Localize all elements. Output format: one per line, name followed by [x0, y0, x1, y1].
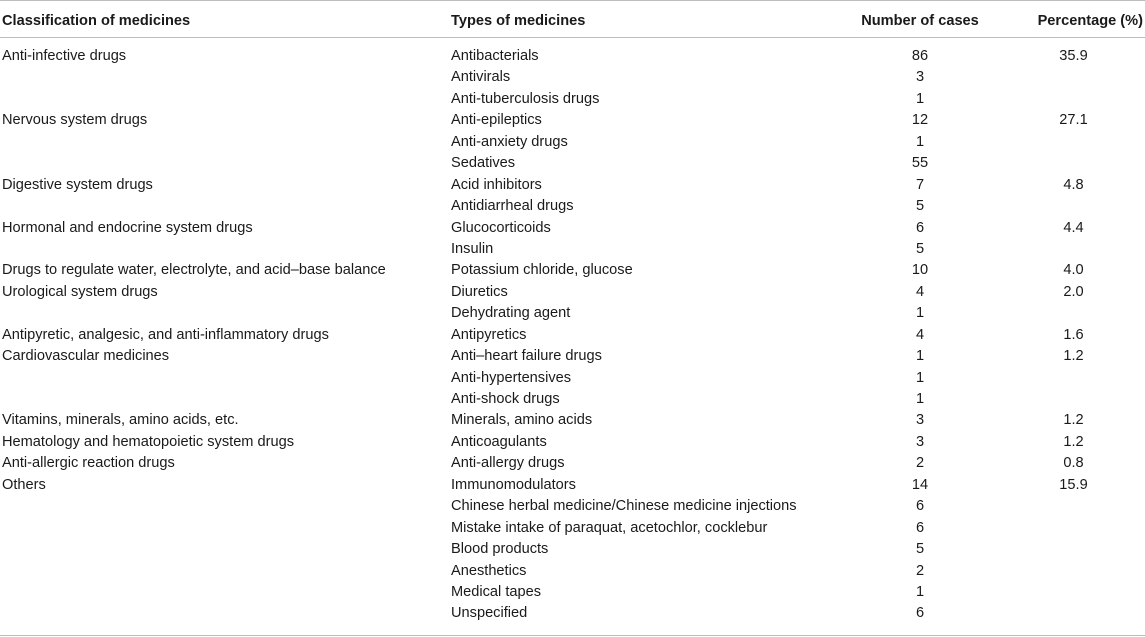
table-header-row [0, 0, 1145, 38]
cell-classification: Drugs to regulate water, electrolyte, and acid–base balance [2, 262, 386, 279]
cell-type: Potassium chloride, glucose [451, 262, 633, 279]
cell-type: Acid inhibitors [451, 176, 542, 193]
cell-percentage: 2.0 [1063, 283, 1084, 300]
cell-type: Blood products [451, 541, 549, 558]
cell-cases: 1 [915, 369, 925, 386]
table-row [0, 539, 1145, 560]
header-cases: Number of cases [861, 13, 979, 29]
cell-type: Antipyretics [451, 326, 527, 343]
table-row [0, 325, 1145, 346]
cell-cases: 4 [915, 326, 925, 343]
cell-type: Antidiarrheal drugs [451, 198, 574, 215]
table-row [0, 175, 1145, 196]
cell-type: Chinese herbal medicine/Chinese medicine injections [451, 498, 797, 515]
cell-cases: 1 [915, 90, 925, 107]
cell-type: Diuretics [451, 283, 508, 300]
cell-cases: 3 [915, 69, 925, 86]
table-row [0, 239, 1145, 260]
cell-percentage: 0.8 [1063, 455, 1084, 472]
cell-cases: 1 [915, 348, 925, 365]
cell-cases: 2 [915, 562, 925, 579]
table-row [0, 132, 1145, 153]
table-row [0, 67, 1145, 88]
cell-percentage: 1.2 [1063, 348, 1084, 365]
cell-classification: Anti-allergic reaction drugs [2, 455, 175, 472]
cell-classification: Nervous system drugs [2, 112, 148, 129]
cell-cases: 6 [915, 605, 925, 622]
cell-type: Insulin [451, 240, 494, 257]
cell-percentage: 1.2 [1063, 433, 1084, 450]
cell-classification: Antipyretic, analgesic, and anti-inflammatory drugs [2, 326, 329, 343]
cell-type: Anti-hypertensives [451, 369, 572, 386]
table-row [0, 110, 1145, 131]
cell-type: Minerals, amino acids [451, 412, 593, 429]
table-body [0, 46, 1145, 625]
cell-type: Anti-anxiety drugs [451, 133, 568, 150]
table-row [0, 432, 1145, 453]
cell-cases: 6 [915, 219, 925, 236]
cell-cases: 6 [915, 519, 925, 536]
cell-type: Anti-tuberculosis drugs [451, 90, 600, 107]
cell-type: Anti–heart failure drugs [451, 348, 602, 365]
cell-type: Sedatives [451, 155, 516, 172]
cell-classification: Vitamins, minerals, amino acids, etc. [2, 412, 239, 429]
cell-cases: 86 [911, 48, 929, 64]
cell-type: Antivirals [451, 69, 511, 86]
table-row [0, 496, 1145, 517]
cell-type: Mistake intake of paraquat, acetochlor, cocklebur [451, 519, 768, 536]
cell-cases: 7 [915, 176, 925, 193]
cell-classification: Urological system drugs [2, 283, 158, 300]
cell-cases: 5 [915, 240, 925, 257]
cell-cases: 1 [915, 133, 925, 150]
table-row [0, 561, 1145, 582]
cell-type: Anti-shock drugs [451, 391, 560, 407]
cell-cases: 10 [911, 262, 929, 279]
table-row [0, 368, 1145, 389]
table-row [0, 389, 1145, 410]
cell-type: Dehydrating agent [451, 305, 571, 322]
cell-classification: Hematology and hematopoietic system drugs [2, 433, 295, 450]
cell-percentage: 4.4 [1063, 219, 1084, 236]
cell-type: Anti-epileptics [451, 112, 542, 129]
cell-percentage: 4.8 [1063, 176, 1084, 193]
table-row [0, 518, 1145, 539]
table-row [0, 453, 1145, 474]
cell-classification: Digestive system drugs [2, 176, 153, 193]
cell-cases: 5 [915, 541, 925, 558]
table-row [0, 89, 1145, 110]
table-row [0, 303, 1145, 324]
table-row [0, 196, 1145, 217]
cell-classification: Hormonal and endocrine system drugs [2, 219, 253, 236]
cell-type: Antibacterials [451, 48, 539, 64]
table-row [0, 218, 1145, 239]
cell-type: Anesthetics [451, 562, 527, 579]
table-row [0, 475, 1145, 496]
table-row [0, 282, 1145, 303]
cell-type: Immunomodulators [451, 476, 576, 493]
table-row [0, 603, 1145, 624]
cell-cases: 1 [915, 583, 925, 600]
table-row [0, 410, 1145, 431]
cell-percentage: 35.9 [1059, 48, 1088, 64]
cell-classification: Anti-infective drugs [2, 48, 127, 64]
table-row [0, 346, 1145, 367]
cell-classification: Others [2, 476, 46, 493]
cell-cases: 4 [915, 283, 925, 300]
table-row [0, 46, 1145, 67]
table-bottom-rule [0, 635, 1145, 636]
cell-percentage: 27.1 [1059, 112, 1088, 129]
cell-type: Anticoagulants [451, 433, 547, 450]
cell-classification: Cardiovascular medicines [2, 348, 170, 365]
cell-type: Unspecified [451, 605, 528, 622]
cell-percentage: 4.0 [1063, 262, 1084, 279]
cell-cases: 6 [915, 498, 925, 515]
header-types: Types of medicines [451, 13, 586, 29]
table-row [0, 153, 1145, 174]
cell-cases: 1 [915, 391, 925, 407]
header-classification: Classification of medicines [2, 13, 191, 29]
cell-cases: 5 [915, 198, 925, 215]
cell-type: Glucocorticoids [451, 219, 551, 236]
cell-cases: 1 [915, 305, 925, 322]
cell-percentage: 15.9 [1059, 476, 1088, 493]
cell-cases: 55 [911, 155, 929, 172]
cell-cases: 14 [911, 476, 929, 493]
cell-type: Anti-allergy drugs [451, 455, 565, 472]
table-row [0, 582, 1145, 603]
table-row [0, 260, 1145, 281]
cell-type: Medical tapes [451, 583, 542, 600]
header-percentage: Percentage (%) [1037, 13, 1143, 29]
cell-cases: 3 [915, 433, 925, 450]
cell-cases: 12 [911, 112, 929, 129]
cell-cases: 2 [915, 455, 925, 472]
cell-percentage: 1.6 [1063, 326, 1084, 343]
cell-percentage: 1.2 [1063, 412, 1084, 429]
cell-cases: 3 [915, 412, 925, 429]
